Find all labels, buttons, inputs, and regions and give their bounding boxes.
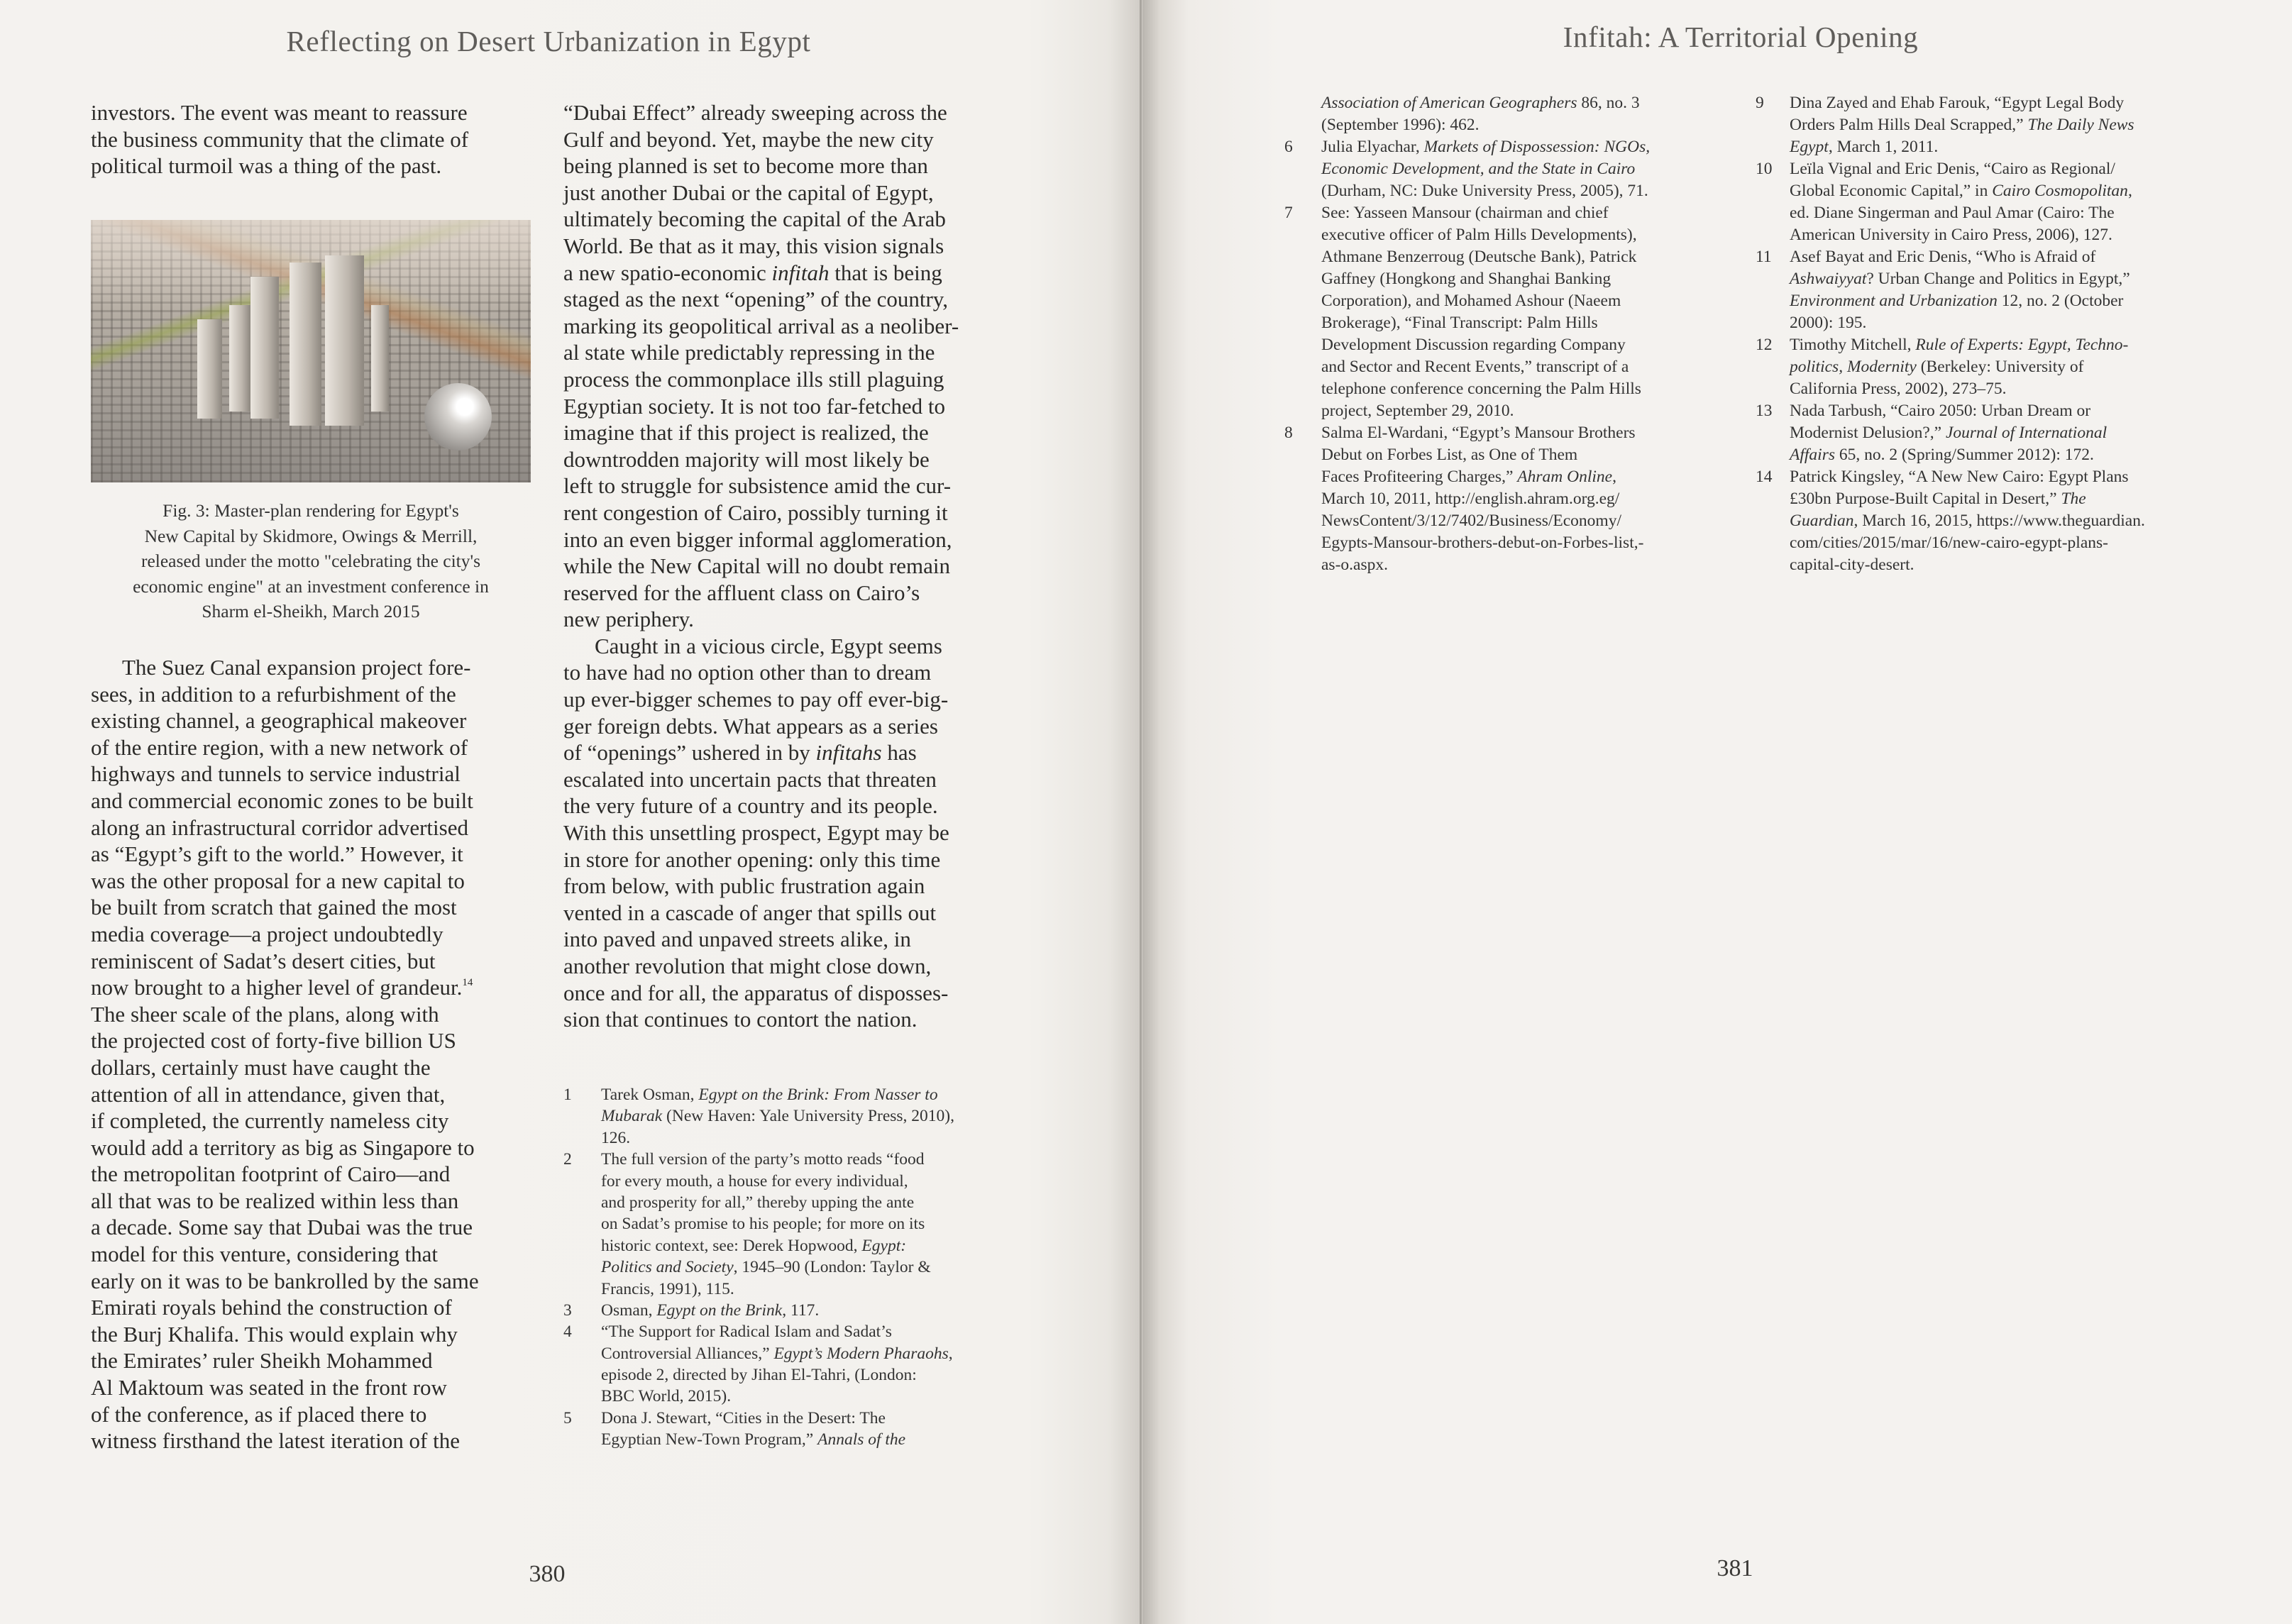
text-line [1790,444,2145,466]
footnote-text [1756,400,2145,466]
footnote-text [1284,136,1650,202]
text-line: al state while predictably repressing in the [563,340,935,365]
text-line: episode 2, directed by Jihan El-Tahri, (London: [601,1366,917,1385]
text-line [1790,422,2145,444]
footnote-number: 5 [563,1408,572,1427]
italic-title: Ashwaiyyat [1790,270,1867,288]
text-line: New Capital by Skidmore, Owings & Merrill, [144,525,478,546]
footnote [563,1321,954,1408]
text-line [1790,114,2145,136]
text-run: , [2127,182,2132,200]
text-line [601,1235,954,1256]
text-line: on Sadat’s promise to his people; for more on its [601,1215,925,1234]
text-line: executive officer of Palm Hills Developments), [1321,226,1637,244]
text-run: Julia Elyachar, [1321,138,1424,156]
text-line: Dina Zayed and Ehab Farouk, “Egypt Legal Body [1790,94,2125,112]
text-line: Asef Bayat and Eric Denis, “Who is Afraid of [1790,248,2096,266]
text-line: the projected cost of forty-five billion US [91,1028,456,1054]
text-line: The sheer scale of the plans, along with [91,1001,439,1027]
text-line [1790,356,2145,378]
text-line [601,1105,954,1127]
text-line: and commercial economic zones to be built [91,788,473,813]
text-line: up ever-bigger schemes to pay off ever-big- [563,687,949,712]
text-line: Patrick Kingsley, “A New New Cairo: Egypt Plans [1790,468,2129,486]
text-line: model for this venture, considering that [91,1242,438,1267]
text-line [563,739,959,766]
footnote [1284,422,1650,576]
italic-title: Politics and Society [601,1258,734,1277]
text-line: and Sector and Recent Events,” transcript of a [1321,358,1629,376]
text-line [601,1300,954,1321]
text-line: Leïla Vignal and Eric Denis, “Cairo as Regional/ [1790,160,2115,178]
text-run: historic context, see: Derek Hopwood, [601,1236,862,1255]
text-run: Global Economic Capital,” in [1790,182,1993,200]
text-line: ultimately becoming the capital of the Arab [563,206,946,232]
footnote-text [563,1300,954,1321]
running-head-right: Infitah: A Territorial Opening [1563,21,1919,53]
text-run: Controversial Alliances,” [601,1344,774,1363]
text-line: marking its geopolitical arrival as a neoliber- [563,313,959,338]
text-line [1321,136,1650,158]
text-line: (September 1996): 462. [1321,116,1480,134]
right-page [1142,0,2292,1624]
text-run: Modernist Delusion?,” [1790,424,1946,442]
text-line: another revolution that might close down, [563,954,932,978]
text-line: economic engine" at an investment conference in [133,575,489,597]
text-line: rent congestion of Cairo, possibly turning it [563,499,948,525]
text-line: reminiscent of Sadat’s desert cities, but [91,948,436,973]
text-run: a new spatio-economic [563,260,772,285]
text-line: as-o.aspx. [1321,556,1388,574]
text-line: ed. Diane Singerman and Paul Amar (Cairo: The [1790,204,2115,222]
footnote-number: 13 [1756,402,1773,420]
text-line [1321,466,1650,488]
footnote [1756,334,2145,400]
footnote-text [563,1408,954,1451]
text-line: Corporation), and Mohamed Ashour (Naeem [1321,292,1621,310]
text-line: California Press, 2002), 273–75. [1790,380,2007,398]
footnote-reference: 14 [462,977,473,989]
text-run: Timothy Mitchell, [1790,336,1916,354]
italic-title: infitah [771,260,830,285]
footnote-number: 9 [1756,94,1764,112]
text-line: com/cities/2015/mar/16/new-cairo-egypt-plans- [1790,534,2108,552]
footnote [563,1084,954,1149]
figure-master-plan-rendering [91,220,531,482]
text-line: March 10, 2011, http://english.ahram.org.eg/ [1321,490,1620,508]
text-line: was the other proposal for a new capital to [91,868,465,893]
paragraph [563,633,959,1033]
text-line: Gaffney (Hongkong and Shanghai Banking [1321,270,1611,288]
text-line: in store for another opening: only this time [563,846,941,872]
text-line: Al Maktoum was seated in the front row [91,1375,447,1401]
text-line: left to struggle for subsistence amid the cur- [563,473,952,499]
paragraph [91,99,468,179]
footnote-text [1284,202,1650,422]
text-line: 126. [601,1128,631,1147]
footnote-text [1756,92,2145,158]
text-line: existing channel, a geographical makeover [91,708,467,734]
text-run: that is being [829,260,942,285]
body-column-1-continued [91,654,479,1454]
text-line: Nada Tarbush, “Cairo 2050: Urban Dream or [1790,402,2091,420]
text-run: Osman, [601,1300,657,1320]
footnote [1756,158,2145,246]
text-line [1321,158,1650,180]
notes-column-1 [1284,92,1650,576]
text-line [1790,488,2145,510]
text-run: Egyptian New-Town Program,” [601,1430,818,1449]
text-line: Development Discussion regarding Company [1321,336,1626,354]
footnote-number: 4 [563,1322,572,1342]
text-line: new periphery. [563,607,694,632]
text-line [601,1429,954,1450]
text-line: of the entire region, with a new network of [91,734,468,760]
text-run: (Berkeley: University of [1916,358,2084,376]
notes-column-2 [1756,92,2145,576]
italic-title: The Daily News [2027,116,2134,134]
text-line: if completed, the currently nameless city [91,1108,449,1134]
text-line: With this unsettling prospect, Egypt may be [563,820,949,846]
footnote [1284,92,1650,136]
italic-title: Egypt: [861,1236,907,1255]
italic-title: Egypt on the Brink: From Nasser to [698,1086,938,1104]
text-line [1321,92,1650,114]
italic-title: Environment and Urbanization [1790,292,1998,310]
text-line: into an even bigger informal agglomeration, [563,526,952,552]
text-run: 12, no. 2 (October [1997,292,2124,310]
italic-title: Egypt on the Brink [656,1300,783,1320]
footnote [1284,136,1650,202]
text-run: , [948,1344,953,1363]
paragraph [91,654,479,1454]
text-line: while the New Capital will no doubt remain [563,553,950,579]
text-run: Faces Profiteering Charges,” [1321,468,1518,486]
footnote-number: 8 [1284,424,1293,442]
footnote [1756,246,2145,334]
italic-title: Rule of Experts: Egypt, Techno- [1915,336,2129,354]
text-line: process the commonplace ills still plaguing [563,366,944,392]
text-line: the Emirates’ ruler Sheikh Mohammed [91,1348,433,1374]
italic-title: Mubarak [601,1107,663,1126]
italic-title: Ahram Online [1517,468,1613,486]
footnote-text [563,1149,954,1300]
footnote [563,1408,954,1451]
text-line: ger foreign debts. What appears as a series [563,713,938,739]
footnote-number: 1 [563,1086,572,1104]
book-gutter [1140,0,1142,1624]
text-line: See: Yasseen Mansour (chairman and chief [1321,204,1609,222]
text-line: would add a territory as big as Singapore to [91,1134,475,1160]
text-line: political turmoil was a thing of the past. [91,153,442,179]
footnote-text [1756,158,2145,246]
text-line: World. Be that as it may, this vision signals [563,233,944,258]
footnote [563,1300,954,1321]
footnote-number: 3 [563,1300,572,1320]
text-line: of the conference, as if placed there to [91,1401,427,1427]
text-run: of “openings” ushered in by [563,740,816,766]
text-line: and prosperity for all,” thereby upping the ante [601,1193,915,1212]
text-line: Fig. 3: Master-plan rendering for Egypt's [162,500,459,521]
text-line: staged as the next “opening” of the country, [563,287,949,312]
footnote [1756,400,2145,466]
text-run: , March 1, 2011. [1828,138,1939,156]
text-run: , [1612,468,1616,486]
text-line: telephone conference concerning the Palm Hills [1321,380,1641,398]
running-head-left: Reflecting on Desert Urbanization in Egypt [286,25,811,57]
text-line: NewsContent/3/12/7402/Business/Economy/ [1321,512,1621,530]
footnote [1756,466,2145,576]
text-line: 2000): 195. [1790,314,1867,332]
sphere-building [424,383,492,451]
text-line: project, September 29, 2010. [1321,402,1514,420]
text-line: witness firsthand the latest iteration of the [91,1428,460,1454]
footnote-number: 10 [1756,160,1773,178]
text-line: a decade. Some say that Dubai was the true [91,1215,473,1240]
text-line: Gulf and beyond. Yet, maybe the new city [563,126,934,152]
text-line: Dona J. Stewart, “Cities in the Desert: The [601,1408,886,1427]
text-line: “Dubai Effect” already sweeping across the [563,100,947,125]
italic-title: Annals of the [817,1430,906,1449]
text-line: just another Dubai or the capital of Egypt, [563,179,934,205]
italic-title: Cairo Cosmopolitan [1992,182,2128,200]
text-line: along an infrastructural corridor advertised [91,814,468,840]
text-line: American University in Cairo Press, 2006), 127. [1790,226,2112,244]
text-line: be built from scratch that gained the most [91,895,457,920]
footnote-text [563,1321,954,1408]
text-run: 86, no. 3 [1577,94,1640,112]
italic-title: The [2061,490,2086,508]
footnote [563,1149,954,1300]
page-number-right: 381 [1717,1555,1753,1581]
text-line: from below, with public frustration again [563,873,925,899]
text-line: Athmane Benzerroug (Deutsche Bank), Patrick [1321,248,1637,266]
italic-title: politics, Modernity [1790,358,1917,376]
text-run: , 1945–90 (London: Taylor & [733,1258,931,1277]
body-column-2 [563,99,959,1033]
text-line [563,260,959,287]
text-line: into paved and unpaved streets alike, in [563,927,911,952]
text-line: highways and tunnels to service industrial [91,761,461,787]
footnote-text [1756,466,2145,576]
footnote-text [1756,246,2145,334]
footnote-number: 14 [1756,468,1773,486]
text-line: early on it was to be bankrolled by the same [91,1268,479,1293]
text-line: escalated into uncertain pacts that threaten [563,766,937,792]
footnote-text [563,1084,954,1149]
text-line: Salma El-Wardani, “Egypt’s Mansour Brothers [1321,424,1636,442]
text-line: imagine that if this project is realized, the [563,420,929,446]
text-line: being planned is set to become more than [563,153,928,179]
text-line [1790,180,2145,202]
footnote-text [1284,92,1650,136]
text-line [1790,510,2145,532]
text-line: once and for all, the apparatus of disposses- [563,980,949,1005]
text-line: the metropolitan footprint of Cairo—and [91,1161,451,1187]
text-line: (Durham, NC: Duke University Press, 2005), 71. [1321,182,1648,200]
page-number-left: 380 [529,1561,566,1587]
footnote-text [1756,334,2145,400]
paragraph [563,99,959,633]
text-run: Orders Palm Hills Deal Scrapped,” [1790,116,2028,134]
text-line: Debut on Forbes List, as One of Them [1321,446,1578,464]
text-run: ? Urban Change and Politics in Egypt,” [1866,270,2130,288]
italic-title: Economic Development, and the State in Cairo [1321,160,1636,178]
text-line: Francis, 1991), 115. [601,1279,734,1298]
text-line: media coverage—a project undoubtedly [91,921,443,946]
left-page [0,0,1142,1624]
text-line: Egypts-Mansour-brothers-debut-on-Forbes-list,- [1321,534,1644,552]
text-line: Caught in a vicious circle, Egypt seems [595,633,942,658]
text-run: (New Haven: Yale University Press, 2010), [662,1107,955,1126]
text-line: reserved for the affluent class on Cairo’s [563,580,920,605]
footnote [1284,202,1650,422]
footnote-number: 12 [1756,336,1773,354]
text-line [1790,334,2145,356]
text-run: , March 16, 2015, https://www.theguardian. [1853,512,2145,530]
text-line: Egyptian society. It is not too far-fetched to [563,393,945,419]
footnotes-left [563,1084,954,1451]
text-line: the Burj Khalifa. This would explain why [91,1321,458,1347]
text-run: Tarek Osman, [601,1086,699,1104]
text-line [1790,290,2145,312]
text-line [1790,136,2145,158]
text-line: vented in a cascade of anger that spills out [563,900,937,925]
text-line: sion that continues to contort the nation. [563,1007,918,1032]
italic-title: Association of American Geographers [1321,94,1577,112]
text-line: BBC World, 2015). [601,1387,732,1406]
text-run: has [881,740,917,766]
text-line: Brokerage), “Final Transcript: Palm Hills [1321,314,1598,332]
text-line [601,1343,954,1364]
text-line [91,974,479,1001]
figure-caption [91,498,531,624]
text-line [601,1084,954,1105]
body-column-1 [91,99,468,179]
text-line: to have had no option other than to dream [563,660,932,685]
text-run: £30bn Purpose-Built Capital in Desert,” [1790,490,2061,508]
italic-title: Journal of International [1945,424,2108,442]
footnote [1756,92,2145,158]
text-line: Emirati royals behind the construction of [91,1295,452,1320]
text-line: sees, in addition to a refurbishment of the [91,681,456,707]
text-line: as “Egypt’s gift to the world.” However, it [91,841,463,867]
text-line: The Suez Canal expansion project fore- [122,655,471,680]
text-line: Sharm el-Sheikh, March 2015 [202,601,420,622]
italic-title: Egypt [1790,138,1829,156]
text-line: all that was to be realized within less than [91,1188,459,1213]
italic-title: Guardian [1790,512,1854,530]
footnote-number: 2 [563,1150,572,1169]
footnote-number: 11 [1756,248,1772,266]
text-line: dollars, certainly must have caught the [91,1054,431,1080]
text-line [601,1256,954,1278]
text-line: downtrodden majority will most likely be [563,446,930,472]
text-line: attention of all in attendance, given that, [91,1081,446,1107]
text-line: released under the motto "celebrating the city's [141,551,481,571]
text-run: now brought to a higher level of grandeur. [91,975,463,1000]
text-line: for every mouth, a house for every individual, [601,1171,908,1191]
footnote-number: 6 [1284,138,1293,156]
text-run: , 117. [782,1300,820,1320]
italic-title: Markets of Dispossession: NGOs, [1423,138,1651,156]
italic-title: Egypt’s Modern Pharaohs [773,1344,949,1363]
text-line [1790,268,2145,290]
italic-title: infitahs [815,740,882,766]
text-line: “The Support for Radical Islam and Sadat’s [601,1322,892,1342]
text-run: 65, no. 2 (Spring/Summer 2012): 172. [1834,446,2094,464]
text-line: The full version of the party’s motto reads “food [601,1150,925,1169]
footnote-text [1284,422,1650,576]
text-line: capital-city-desert. [1790,556,1914,574]
text-line: investors. The event was meant to reassure [91,100,468,125]
text-line: the business community that the climate of [91,126,469,152]
italic-title: Affairs [1790,446,1835,464]
footnote-number: 7 [1284,204,1293,222]
text-line: the very future of a country and its people. [563,793,938,819]
